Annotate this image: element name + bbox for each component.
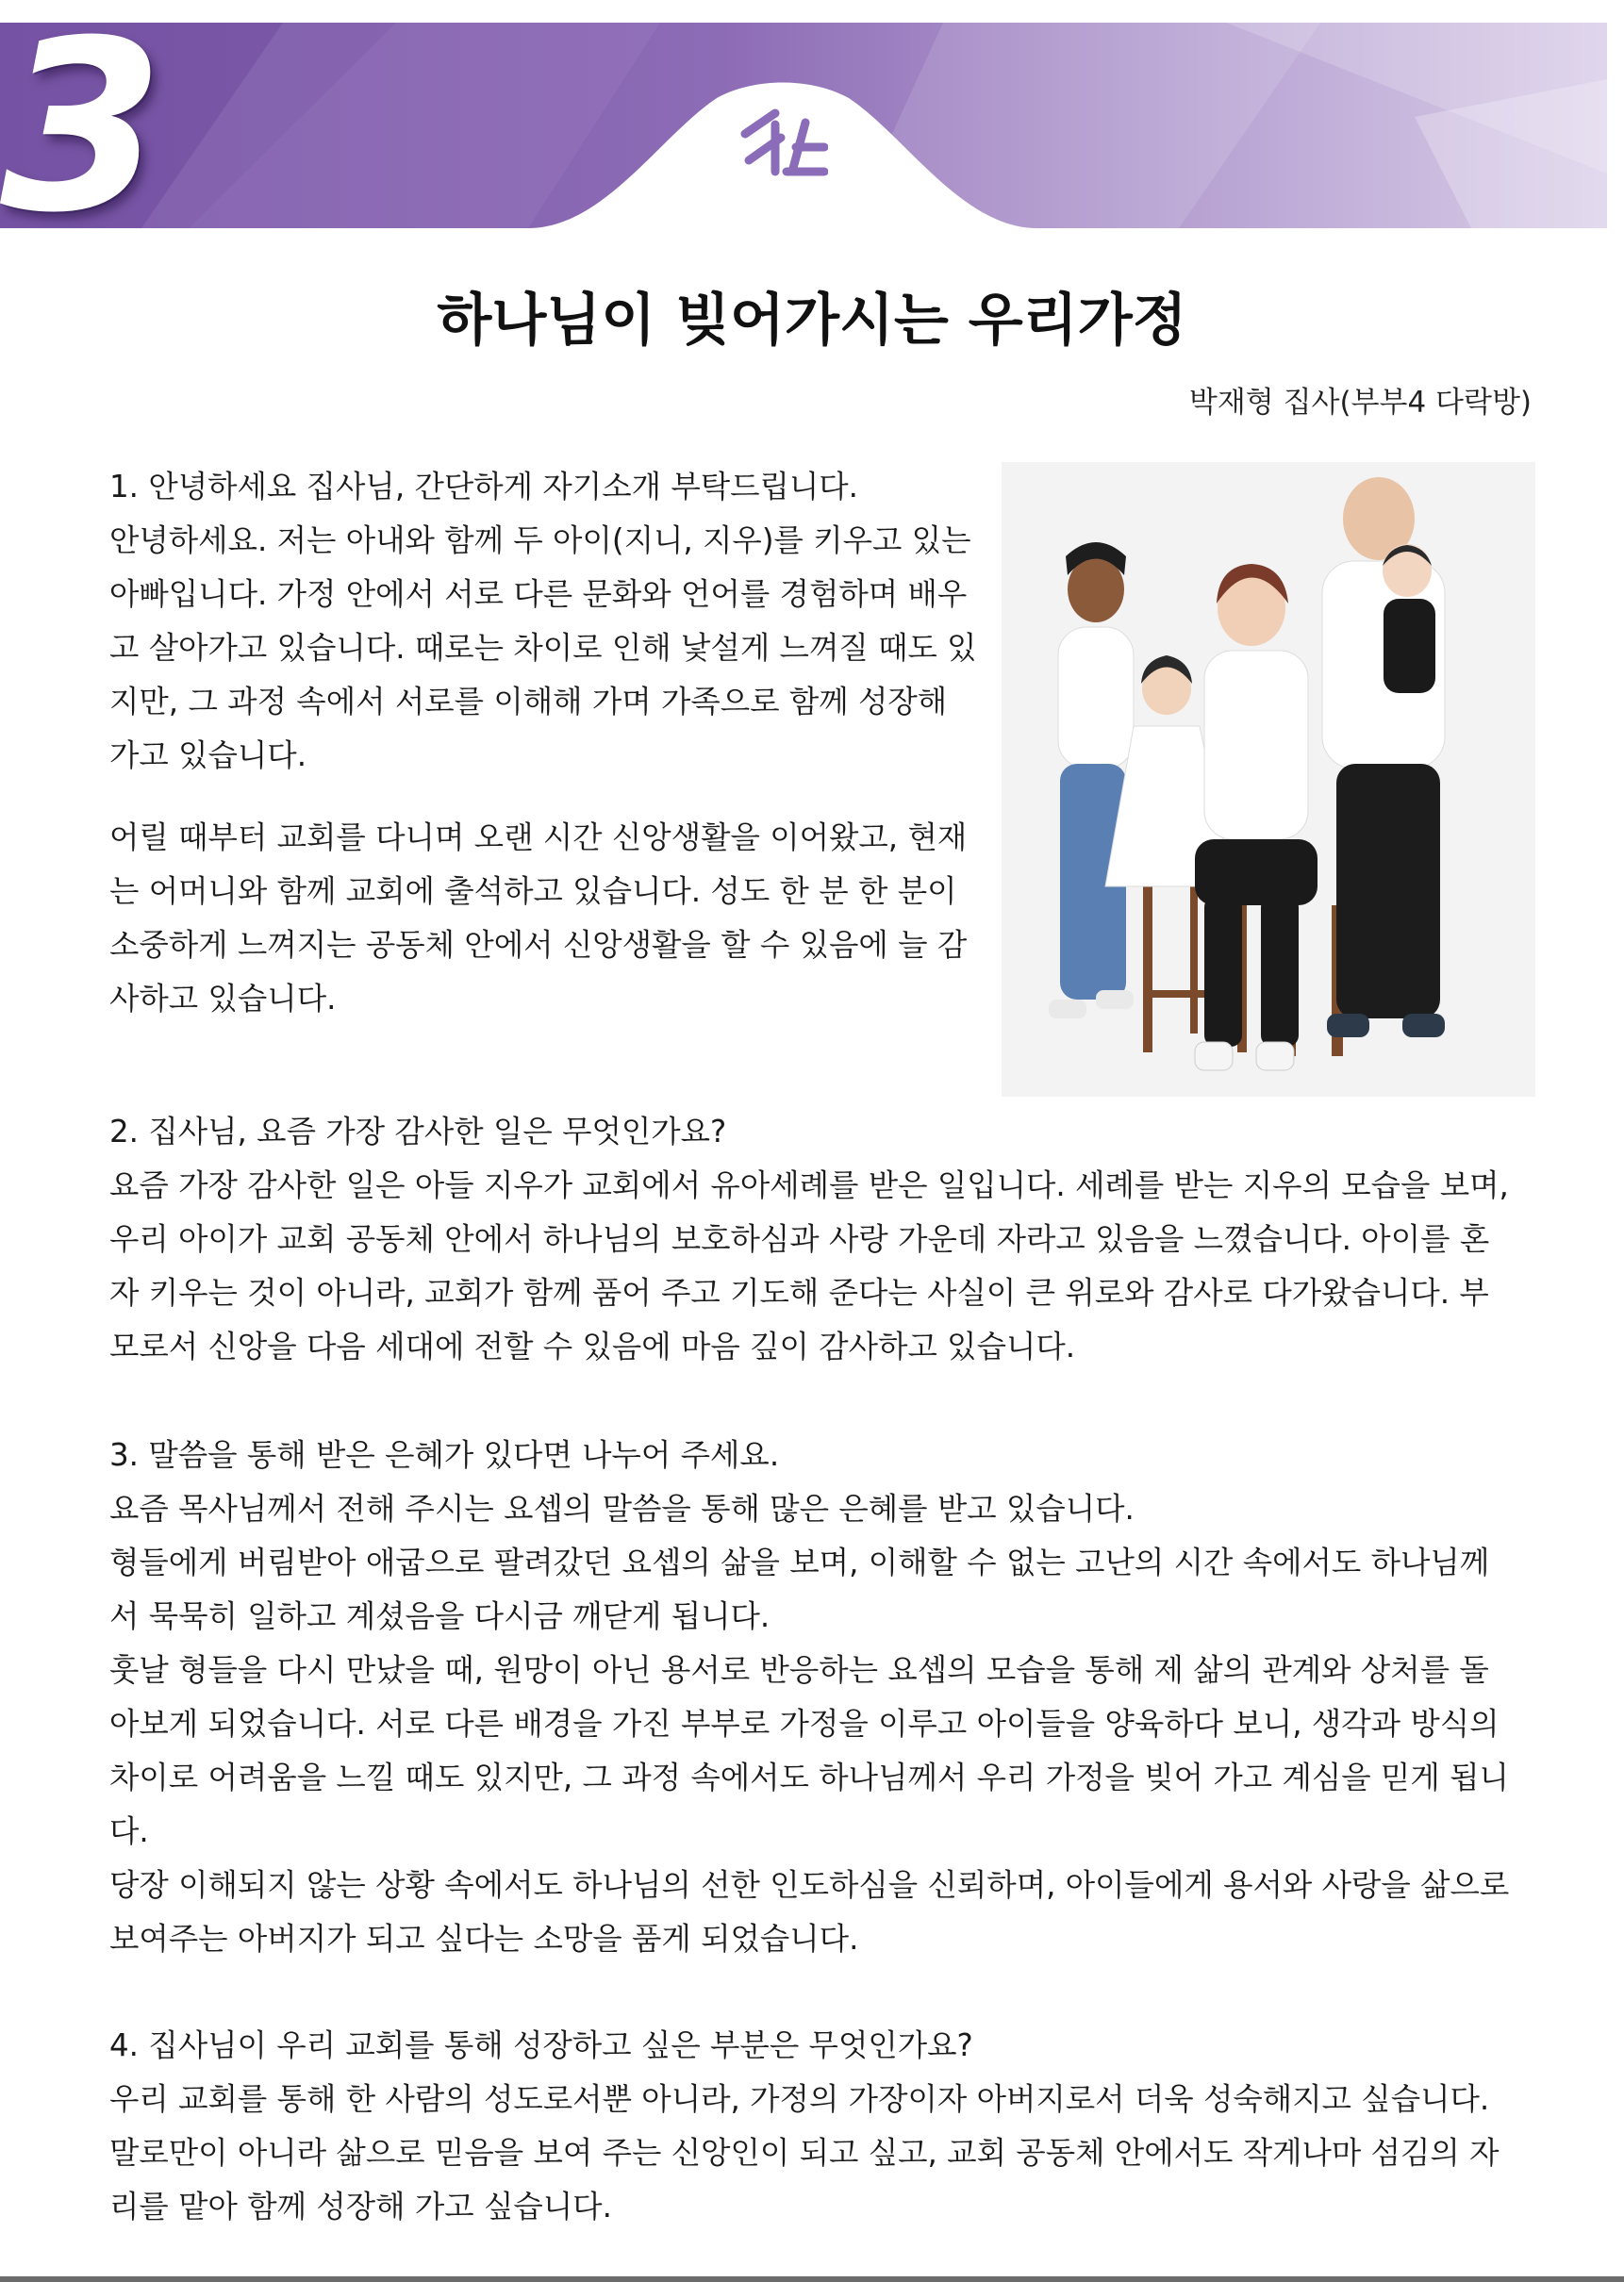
church-logo-icon — [737, 106, 828, 181]
family-photo-illustration — [1002, 462, 1535, 1097]
question-3: 3. 말씀을 통해 받은 은혜가 있다면 나누어 주세요. — [109, 1437, 780, 1473]
question-1: 1. 안녕하세요 집사님, 간단하게 자기소개 부탁드립니다. — [109, 469, 859, 504]
page-title: 하나님이 빚어가시는 우리가정 — [437, 288, 1187, 354]
answer-3-paragraph-3: 훗날 형들을 다시 만났을 때, 원망이 아닌 용서로 반응하는 요셉의 모습을 통해 제 삶의 관계와 상처를 돌아보게 되었습니다. 서로 다른 배경을 가진 부부로 가정을 이루고 아이들을 양육하다 보니, 생각과 방식의 차이로 어려움을 느낄 때도 있지만, 그 과정 속에서도 하나님께서 우리 가정을 빚어 가고 계심을 믿게 됩니다. — [109, 1652, 1509, 1849]
question-2-block — [109, 1105, 1515, 1374]
page-number: 3 — [0, 0, 158, 264]
question-1-block-continued — [109, 811, 977, 1026]
answer-3-paragraph-4: 당장 이해되지 않는 상황 속에서도 하나님의 선한 인도하심을 신뢰하며, 아이들에게 용서와 사랑을 삶으로 보여주는 아버지가 되고 싶다는 소망을 품게 되었습니다. — [109, 1867, 1510, 1957]
answer-1-paragraph-1: 안녕하세요. 저는 아내와 함께 두 아이(지니, 지우)를 키우고 있는 아빠입니다. 가정 안에서 서로 다른 문화와 언어를 경험하며 배우고 살아가고 있습니다. 때로는 차이로 인해 낯설게 느껴질 때도 있지만, 그 과정 속에서 서로를 이해해 가며 가족으로 함께 성장해 가고 있습니다. — [109, 522, 977, 773]
author-credit: 박재형 집사(부부4 다락방) — [1188, 386, 1532, 420]
question-2: 2. 집사님, 요즘 가장 감사한 일은 무엇인가요? — [109, 1114, 727, 1149]
answer-4: 우리 교회를 통해 한 사람의 성도로서뿐 아니라, 가정의 가장이자 아버지로서 더욱 성숙해지고 싶습니다. 말로만이 아니라 삶으로 믿음을 보여 주는 신앙인이 되고 싶고, 교회 공동체 안에서도 작게나마 섬김의 자리를 맡아 함께 성장해 가고 싶습니다. — [109, 2081, 1500, 2224]
question-4-block — [109, 2019, 1515, 2234]
answer-3-paragraph-1: 요즘 목사님께서 전해 주시는 요셉의 말씀을 통해 많은 은혜를 받고 있습니다. — [109, 1491, 1135, 1527]
answer-2: 요즘 가장 감사한 일은 아들 지우가 교회에서 유아세례를 받은 일입니다. 세례를 받는 지우의 모습을 보며, 우리 아이가 교회 공동체 안에서 하나님의 보호하심과 사랑 가운데 자라고 있음을 느꼈습니다. 아이를 혼자 키우는 것이 아니라, 교회가 함께 품어 주고 기도해 준다는 사실이 큰 위로와 감사로 다가왔습니다. 부모로서 신앙을 다음 세대에 전할 수 있음에 마음 깊이 감사하고 있습니다. — [109, 1167, 1509, 1364]
answer-1-paragraph-2: 어릴 때부터 교회를 다니며 오랜 시간 신앙생활을 이어왔고, 현재는 어머니와 함께 교회에 출석하고 있습니다. 성도 한 분 한 분이 소중하게 느껴지는 공동체 안에서 신앙생활을 할 수 있음에 늘 감사하고 있습니다. — [109, 819, 968, 1017]
question-3-block — [109, 1429, 1515, 1966]
question-1-block — [109, 460, 977, 783]
bottom-divider — [0, 2276, 1624, 2282]
family-photo — [1002, 462, 1535, 1097]
question-4: 4. 집사님이 우리 교회를 통해 성장하고 싶은 부분은 무엇인가요? — [109, 2027, 973, 2063]
answer-3-paragraph-2: 형들에게 버림받아 애굽으로 팔려갔던 요셉의 삶을 보며, 이해할 수 없는 고난의 시간 속에서도 하나님께서 묵묵히 일하고 계셨음을 다시금 깨닫게 됩니다. — [109, 1545, 1490, 1634]
